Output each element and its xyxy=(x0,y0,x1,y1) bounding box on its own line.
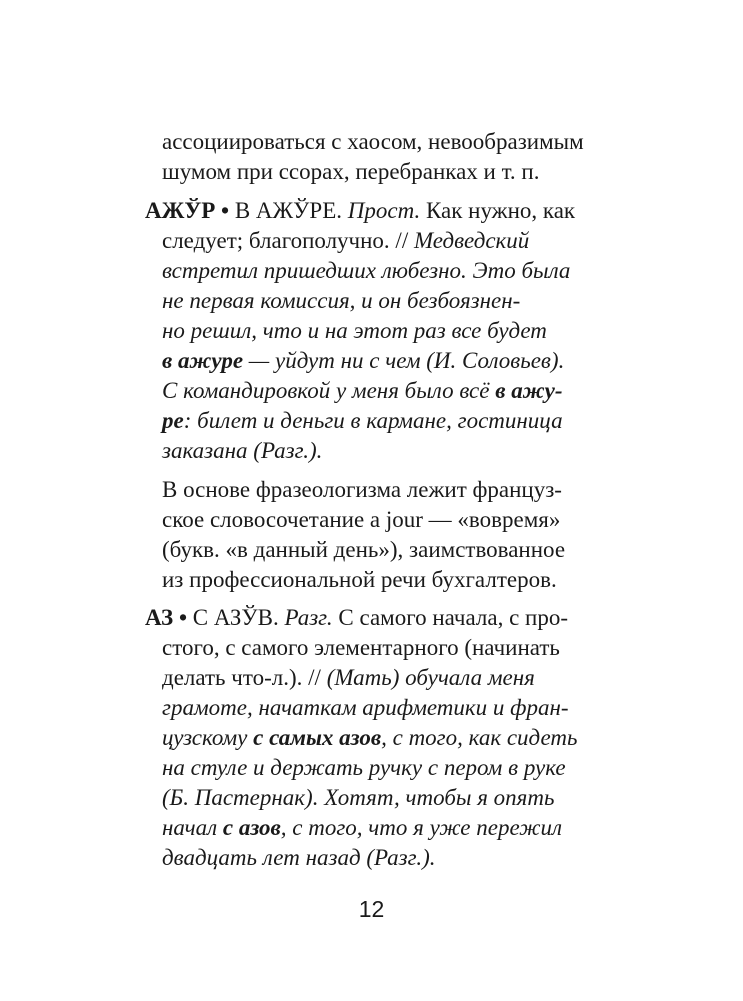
line-text: начал xyxy=(162,815,223,840)
text-line xyxy=(162,566,557,594)
line-text: Как нужно, как xyxy=(420,198,576,223)
line-text: С АЗЎВ xyxy=(192,605,274,630)
line-text: из профессиональной речи бухгалтеров. xyxy=(162,567,557,592)
line-text: (Б. Пастернак). Хотят, чтобы я опять xyxy=(162,785,555,810)
text-line xyxy=(162,664,535,692)
line-text: заказана (Разг.). xyxy=(162,438,323,463)
line-text: . xyxy=(273,605,285,630)
text-line xyxy=(162,784,554,812)
text-line xyxy=(162,814,562,842)
text-line xyxy=(162,694,569,722)
text-line xyxy=(162,317,547,345)
headword-text: • xyxy=(173,605,193,630)
headword-text: АЖЎР xyxy=(145,198,216,223)
line-text: В АЖЎРЕ xyxy=(234,198,337,223)
line-text: — уйдут ни с чем (И. Соловьев). xyxy=(243,348,565,373)
line-text: делать что-л.). // xyxy=(162,665,327,690)
line-text: встретил пришедших любезно. Это была xyxy=(162,258,571,283)
line-text: грамоте, начаткам арифметики и фран- xyxy=(162,695,569,720)
text-line xyxy=(145,197,575,225)
text-line xyxy=(162,506,560,534)
line-text: на стуле и держать ручку с пером в руке xyxy=(162,755,566,780)
page-number: 12 xyxy=(358,896,385,922)
line-text: но решил, что и на этот раз все будет xyxy=(162,318,547,343)
line-text: (Мать) обучала меня xyxy=(326,665,535,690)
headword-text: • xyxy=(215,198,235,223)
text-line xyxy=(162,844,435,872)
line-text: Прост. xyxy=(347,198,421,223)
line-text: ассоциироваться с хаосом, невообразимым xyxy=(162,129,584,154)
text-line xyxy=(162,476,562,504)
line-text: : билет и деньги в кармане, гостиница xyxy=(183,408,563,433)
text-line xyxy=(162,158,540,186)
text-line xyxy=(162,287,520,315)
headword-text: с азов xyxy=(222,815,281,840)
line-text: , с того, как сидеть xyxy=(381,725,578,750)
text-line xyxy=(162,407,563,435)
text-line xyxy=(162,128,584,156)
text-line xyxy=(145,604,568,632)
headword-text: с самых азов xyxy=(253,725,382,750)
line-text: , с того, что я уже пережил xyxy=(280,815,563,840)
line-text: следует; благополучно. // xyxy=(162,228,414,253)
text-line xyxy=(162,347,564,375)
line-text: (букв. «в данный день»), заимствованное xyxy=(162,537,566,562)
line-text: двадцать лет назад (Разг.). xyxy=(162,845,436,870)
headword-text: АЗ xyxy=(145,605,174,630)
text-line xyxy=(162,437,322,465)
headword-text: в ажу- xyxy=(495,378,563,403)
text-line xyxy=(162,227,529,255)
line-text: стого, с самого элементарного (начинать xyxy=(162,635,560,660)
line-text: шумом при ссорах, перебранках и т. п. xyxy=(162,159,540,184)
line-text: Медведский xyxy=(413,228,530,253)
line-text: . xyxy=(336,198,348,223)
line-text: цузскому xyxy=(162,725,254,750)
text-line xyxy=(162,724,577,752)
line-text: С самого начала, с про- xyxy=(332,605,568,630)
headword-text: в ажуре xyxy=(162,348,244,373)
text-line xyxy=(162,377,562,405)
line-text: ское словосочетание a jour — «вовремя» xyxy=(162,507,561,532)
headword-text: ре xyxy=(162,408,184,433)
line-text: С командировкой у меня было всё xyxy=(162,378,496,403)
text-line xyxy=(162,634,560,662)
text-line xyxy=(162,754,566,782)
line-text: В основе фразеологизма лежит француз- xyxy=(162,477,562,502)
line-text: Разг. xyxy=(284,605,333,630)
line-text: не первая комиссия, и он безбоязнен- xyxy=(162,288,521,313)
text-line xyxy=(162,257,570,285)
text-line xyxy=(162,536,565,564)
